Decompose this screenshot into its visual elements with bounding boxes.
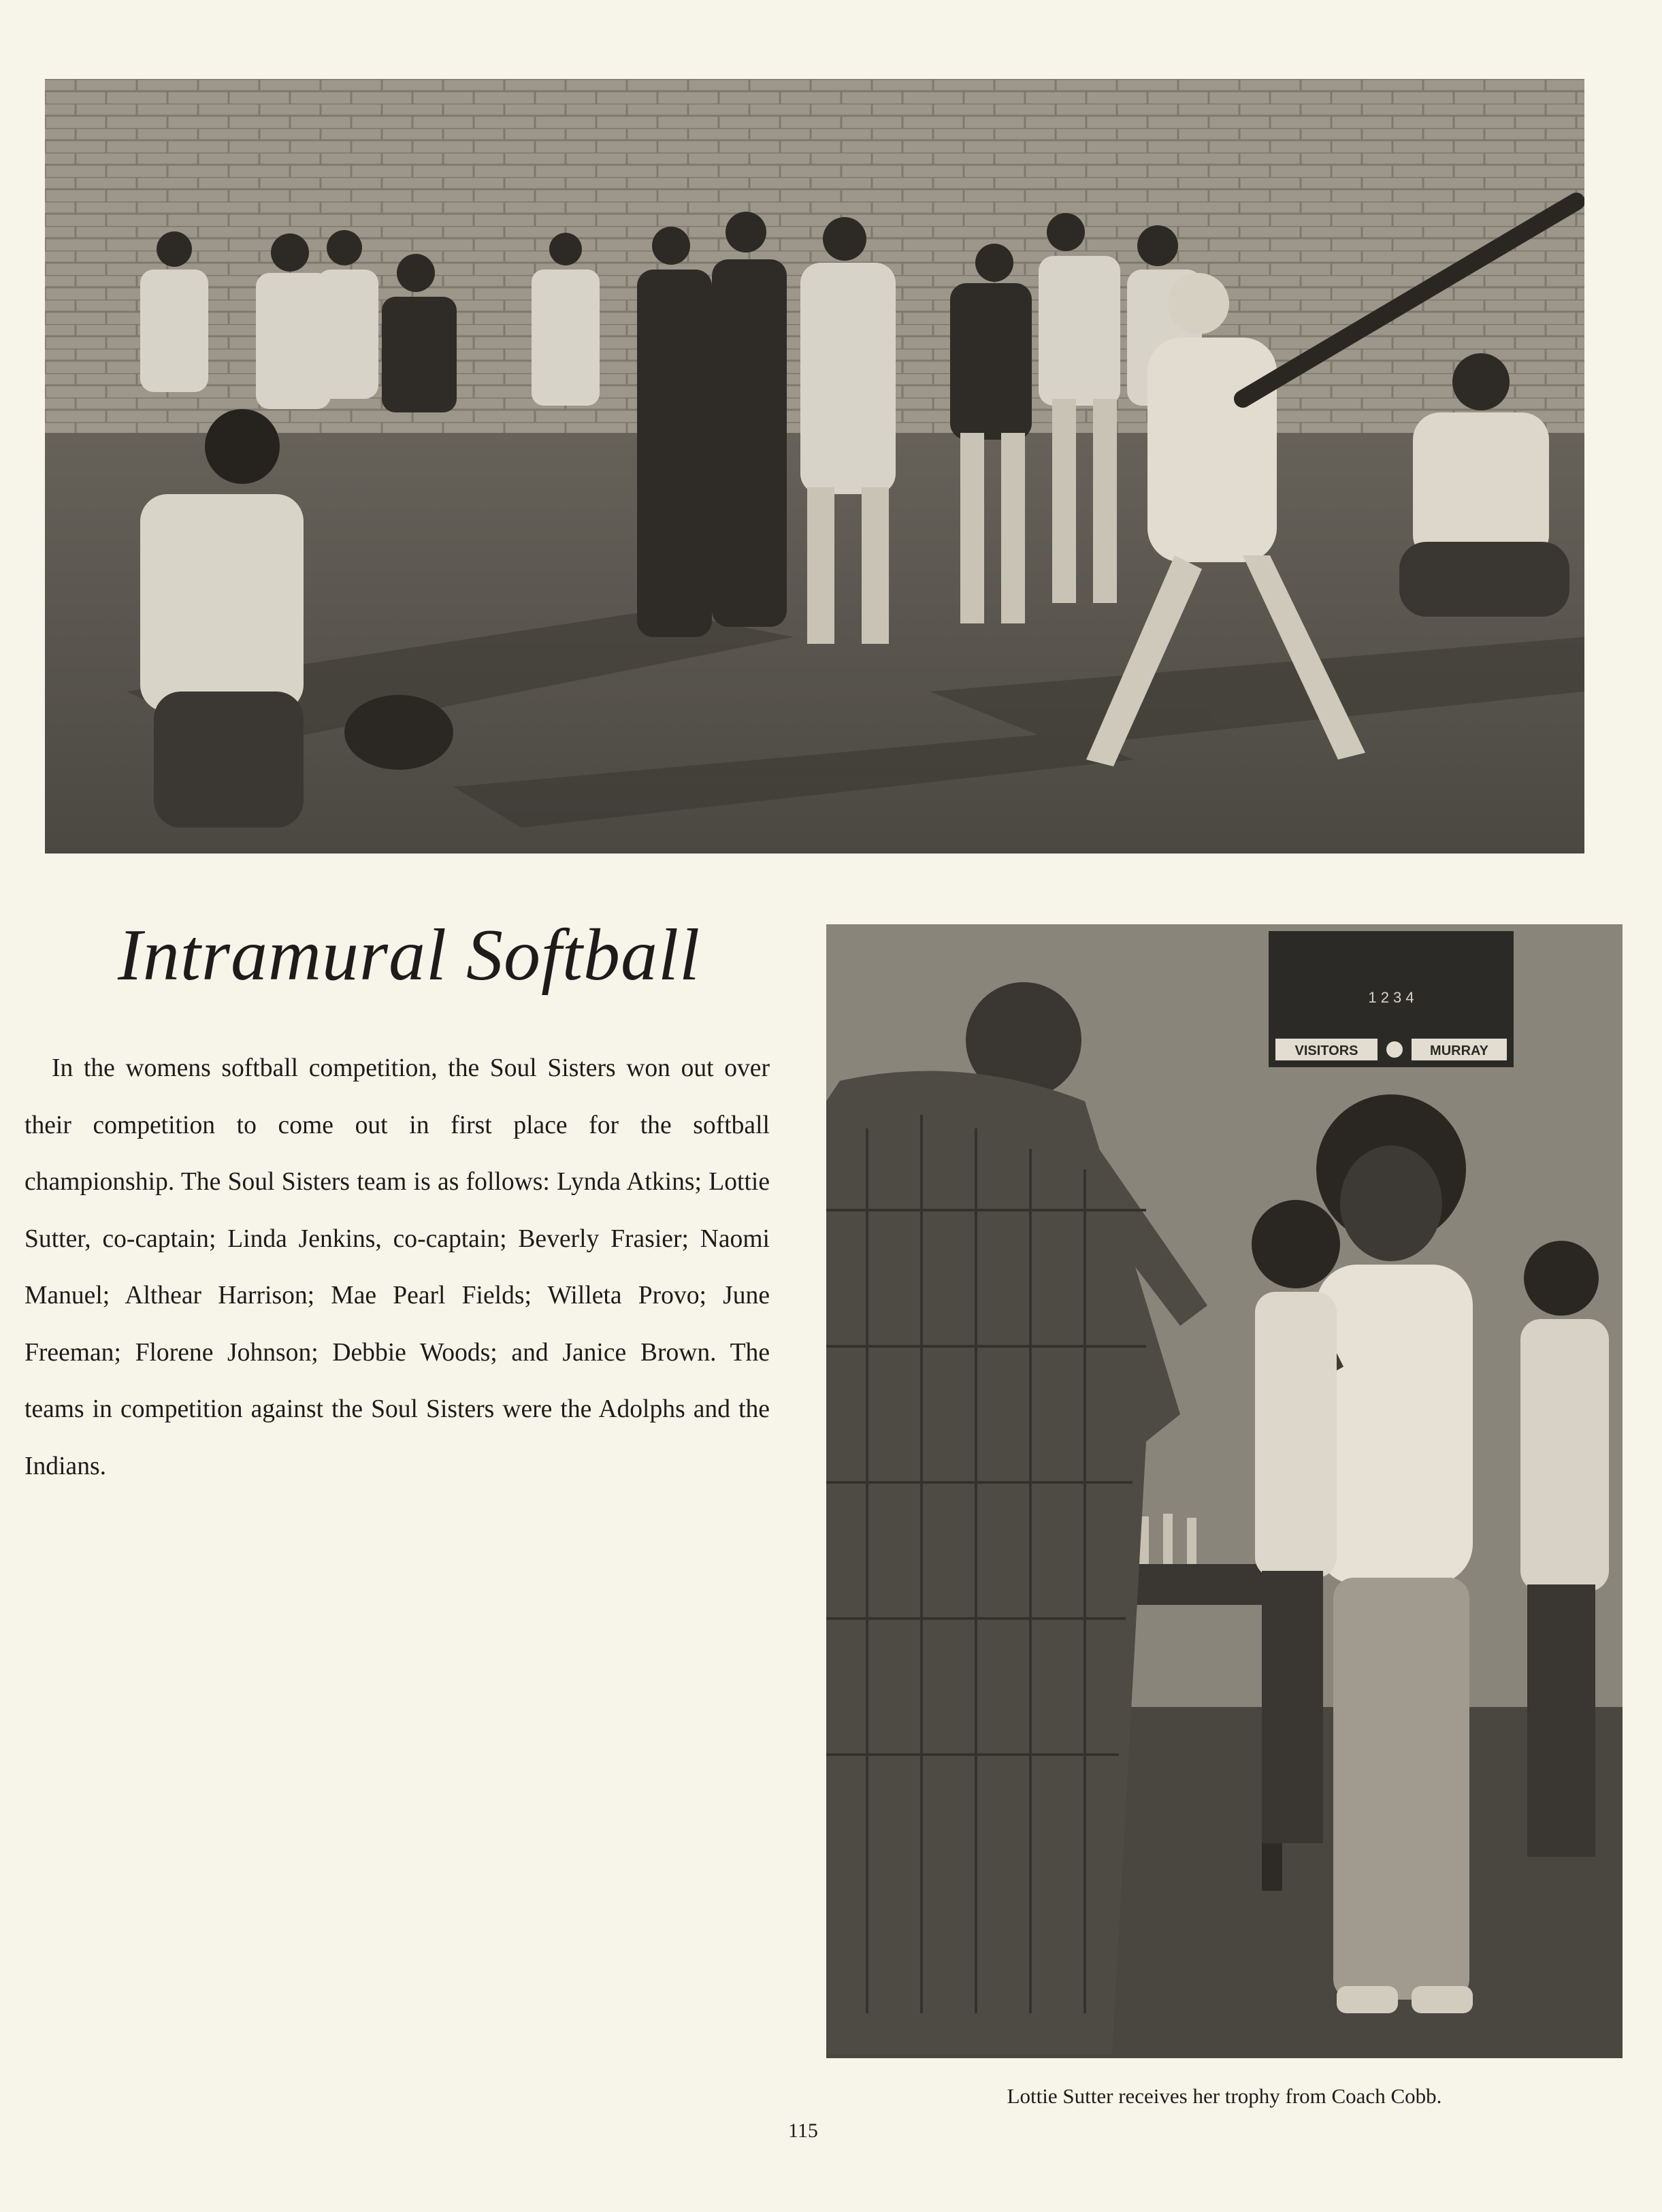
page-title: Intramural Softball	[117, 915, 701, 996]
softball-game-photo	[45, 79, 1584, 853]
article-body: In the womens softball competition, the Soul Sisters won out over their competition to come out in first place for the softball championship. The Soul Sisters team is as follows: Lynda Atkins; Lottie Sutter, co-captain; Linda Jenkins, co-captain; Beverly Frasier; Naomi Manuel; Althear Harrison; Mae Pearl Fields; Willeta Provo; June Freeman; Florene Johnson; Debbie Woods; and Janice Brown. The teams in competition against the Soul Sisters were the Adolphs and the Indians.	[25, 1054, 770, 1480]
scoreboard	[1269, 931, 1514, 1067]
photo-caption: Lottie Sutter receives her trophy from Coach Cobb.	[1007, 2084, 1442, 2108]
trophy-presentation-illustration	[826, 924, 1623, 2058]
scoreboard-home-label: MURRAY	[1430, 1043, 1488, 1058]
softball-game-illustration	[45, 79, 1584, 853]
page-number: 115	[788, 2119, 818, 2142]
scoreboard-visitors-label: VISITORS	[1294, 1043, 1358, 1058]
trophy-presentation-photo	[826, 924, 1623, 2058]
scoreboard-innings: 1 2 3 4	[1368, 989, 1414, 1006]
